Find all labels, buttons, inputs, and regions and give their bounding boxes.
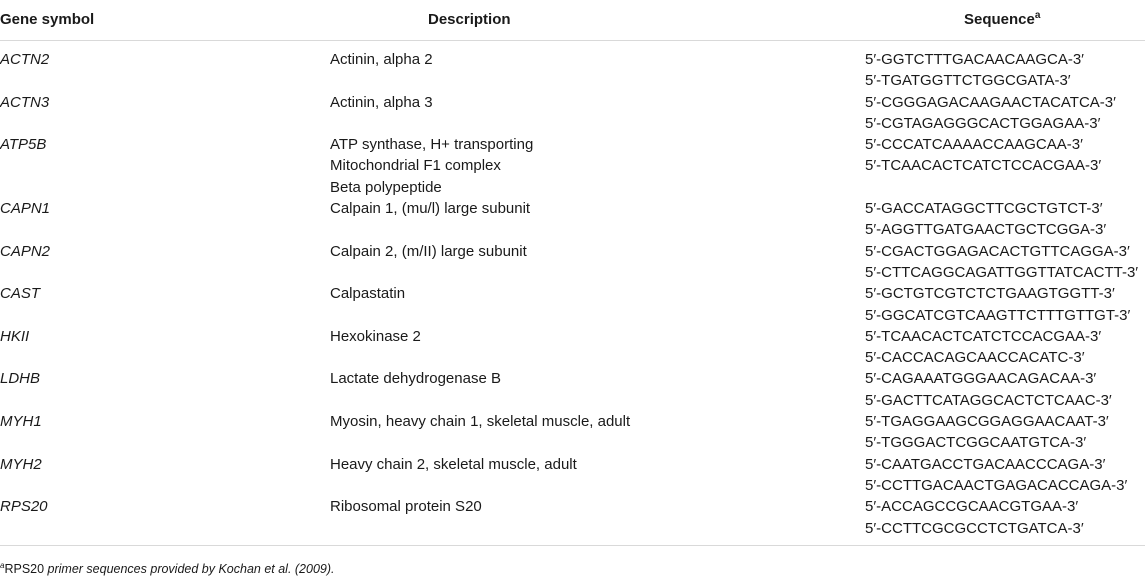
header-gene-symbol: Gene symbol [0,11,95,28]
reverse-primer: 5′-AGGTTGATGAACTGCTCGGA-3′ [865,221,1107,239]
footnote-gene: RPS20 [4,562,45,577]
sequence-cell [865,198,1145,241]
description-cell [330,454,865,497]
forward-primer: 5′-GCTGTCGTCTCTGAAGTGGTT-3′ [865,285,1115,303]
sequence-cell [865,368,1145,411]
gene-symbol-cell: MYH2 [0,455,42,473]
forward-primer: 5′-CCCATCAAAACCAAGCAA-3′ [865,136,1083,154]
forward-primer: 5′-CAGAAATGGGAACAGACAA-3′ [865,370,1097,388]
sequence-cell [865,134,1145,198]
description-line: Ribosomal protein S20 [330,498,482,516]
reverse-primer: 5′-TCAACACTCATCTCCACGAA-3′ [865,157,1102,175]
gene-symbol-cell: ATP5B [0,136,47,154]
gene-symbol-cell: ACTN3 [0,93,50,111]
reverse-primer: 5′-TGATGGTTCTGGCGATA-3′ [865,72,1071,90]
gene-symbol-cell: CAPN2 [0,242,51,260]
table-body [0,41,1145,546]
description-line: Myosin, heavy chain 1, skeletal muscle, adult [330,413,631,431]
description-cell [330,92,865,135]
description-line: ATP synthase, H+ transporting [330,136,534,154]
reverse-primer: 5′-CTTCAGGCAGATTGGTTATCACTT-3′ [865,263,1139,281]
gene-symbol-cell: LDHB [0,370,41,388]
forward-primer: 5′-GACCATAGGCTTCGCTGTCT-3′ [865,200,1103,218]
forward-primer: 5′-CGACTGGAGACACTGTTCAGGA-3′ [865,242,1130,260]
description-line: Actinin, alpha 2 [330,51,433,68]
description-line: Beta polypeptide [330,178,442,196]
footnote-marker: a [0,561,5,570]
sequence-cell [865,454,1145,497]
table-row [0,368,1145,411]
table-row [0,326,1145,369]
description-cell [330,411,865,454]
description-cell [330,134,865,198]
sequence-cell [865,49,1145,92]
gene-symbol-cell: RPS20 [0,498,48,516]
reverse-primer: 5′-CCTTGACAACTGAGACACCAGA-3′ [865,476,1128,494]
table-header [0,0,1145,41]
description-line: Actinin, alpha 3 [330,93,433,111]
description-line: Lactate dehydrogenase B [330,370,501,388]
description-cell [330,368,865,411]
description-cell [330,496,865,539]
sequence-cell [865,92,1145,135]
gene-symbol-cell: CAST [0,285,41,303]
forward-primer: 5′-CAATGACCTGACAACCCAGA-3′ [865,455,1106,473]
reverse-primer: 5′-CGTAGAGGGCACTGGAGAA-3′ [865,114,1101,132]
table-row [0,92,1145,135]
forward-primer: 5′-GGTCTTTGACAACAAGCA-3′ [865,51,1084,68]
header-sequence [964,11,1040,29]
description-line: Heavy chain 2, skeletal muscle, adult [330,455,577,473]
footnote-text: primer sequences provided by Kochan et al. (2009). [44,562,335,577]
reverse-primer: 5′-GGCATCGTCAAGTTCTTTGTTGT-3′ [865,306,1131,324]
table-row [0,49,1145,92]
sequence-cell [865,241,1145,284]
table-row [0,454,1145,497]
forward-primer: 5′-TCAACACTCATCTCCACGAA-3′ [865,327,1102,345]
description-cell [330,49,865,92]
sequence-cell [865,326,1145,369]
table-footnote [0,558,335,577]
reverse-primer: 5′-CCTTCGCGCCTCTGATCA-3′ [865,519,1084,537]
reverse-primer: 5′-TGGGACTCGGCAATGTCA-3′ [865,434,1087,452]
sequence-cell [865,496,1145,539]
table-row [0,411,1145,454]
description-line: Calpastatin [330,285,406,303]
description-line: Calpain 1, (mu/l) large subunit [330,200,531,218]
forward-primer: 5′-ACCAGCCGCAACGTGAA-3′ [865,498,1079,516]
sequence-cell [865,283,1145,326]
sequence-cell [865,411,1145,454]
table-row [0,241,1145,284]
description-cell [330,326,865,369]
table-row [0,134,1145,198]
gene-symbol-cell: HKII [0,327,30,345]
description-cell [330,283,865,326]
table-row [0,198,1145,241]
description-cell [330,241,865,284]
reverse-primer: 5′-CACCACAGCAACCACATC-3′ [865,349,1085,367]
description-line: Mitochondrial F1 complex [330,157,501,175]
description-line: Hexokinase 2 [330,327,421,345]
description-line: Calpain 2, (m/II) large subunit [330,242,527,260]
gene-symbol-cell: ACTN2 [0,51,50,68]
table-row [0,283,1145,326]
header-description: Description [428,11,511,28]
table-row [0,496,1145,539]
forward-primer: 5′-CGGGAGACAAGAACTACATCA-3′ [865,93,1116,111]
forward-primer: 5′-TGAGGAAGCGGAGGAACAAT-3′ [865,413,1109,431]
description-cell [330,198,865,241]
gene-symbol-cell: MYH1 [0,413,42,431]
header-sequence-footnote-marker: a [1034,10,1041,21]
reverse-primer: 5′-GACTTCATAGGCACTCTCAAC-3′ [865,391,1112,409]
gene-symbol-cell: CAPN1 [0,200,51,218]
header-sequence-label: Sequence [964,11,1035,28]
